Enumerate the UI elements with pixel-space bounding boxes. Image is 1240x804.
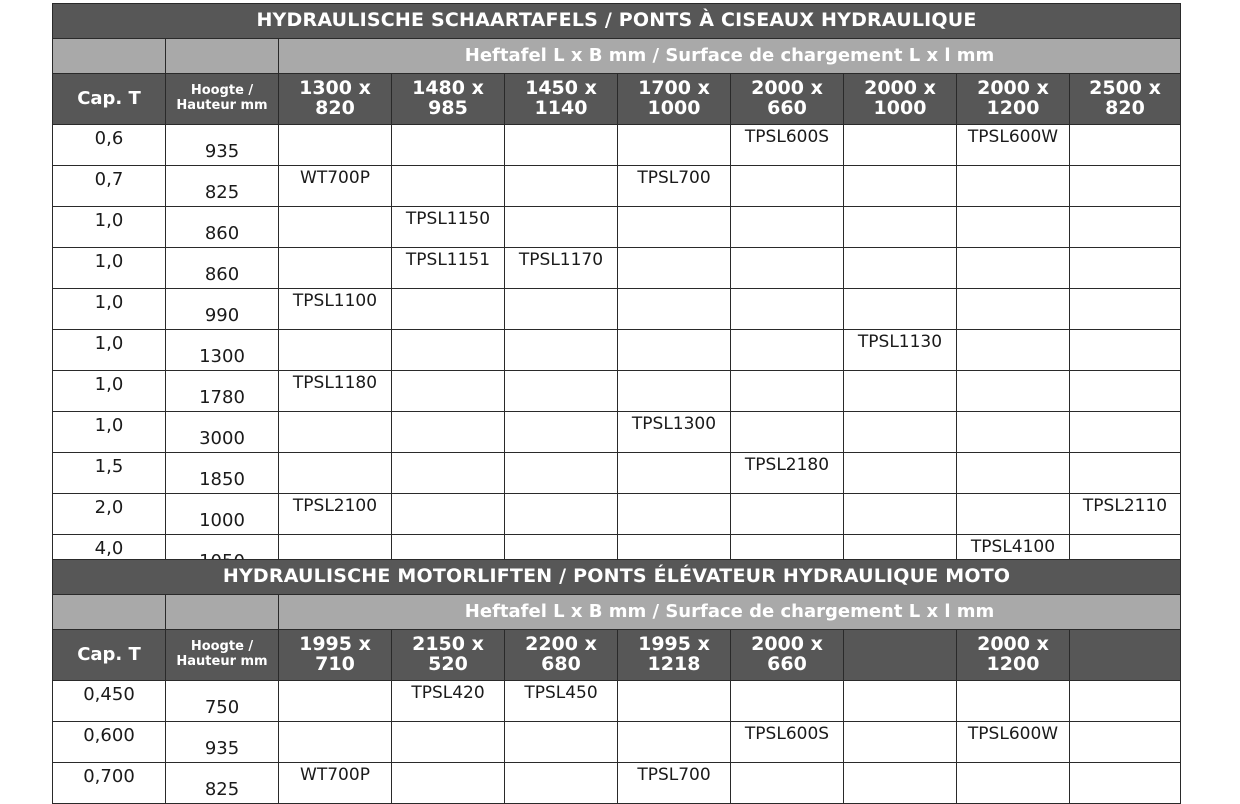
height-header-line2: Hauteur mm — [176, 654, 268, 669]
size-width: 1000 — [873, 97, 927, 119]
size-width: 710 — [315, 653, 355, 675]
height-header-line1: Hoogte / — [190, 639, 254, 655]
surface-label: Heftafel L x B mm / Surface de chargement L x l mm — [279, 595, 1181, 630]
blank-header-cell — [166, 39, 279, 74]
model-cell — [957, 763, 1070, 804]
size-width: 660 — [767, 97, 807, 119]
height-cell: 935 — [166, 722, 279, 763]
model-cell — [392, 125, 505, 166]
size-width: 660 — [767, 653, 807, 675]
capacity-cell: 1,0 — [53, 248, 166, 289]
model-cell — [844, 248, 957, 289]
model-cell — [731, 371, 844, 412]
model-cell — [957, 371, 1070, 412]
model-cell — [844, 494, 957, 535]
table-row — [53, 722, 1181, 763]
model-cell: TPSL1150 — [392, 207, 505, 248]
model-cell — [957, 412, 1070, 453]
size-length: 2500 x — [1089, 77, 1161, 100]
size-header — [957, 74, 1070, 125]
capacity-cell: 0,450 — [53, 681, 166, 722]
model-cell — [731, 207, 844, 248]
size-width: 1000 — [647, 97, 701, 119]
table-row — [53, 763, 1181, 804]
model-cell: TPSL600S — [731, 722, 844, 763]
table-row — [53, 125, 1181, 166]
height-cell: 935 — [166, 125, 279, 166]
table-row — [53, 207, 1181, 248]
size-header — [618, 74, 731, 125]
model-cell — [279, 125, 392, 166]
size-width: 820 — [1105, 97, 1145, 119]
model-cell: TPSL600W — [957, 722, 1070, 763]
model-cell: TPSL1151 — [392, 248, 505, 289]
model-cell — [505, 125, 618, 166]
model-cell — [618, 681, 731, 722]
model-cell: TPSL2100 — [279, 494, 392, 535]
height-cell: 825 — [166, 166, 279, 207]
model-cell — [1070, 248, 1181, 289]
capacity-cell: 1,0 — [53, 207, 166, 248]
model-cell: TPSL2110 — [1070, 494, 1181, 535]
size-length: 2150 x — [412, 633, 484, 656]
height-cell: 750 — [166, 681, 279, 722]
height-cell: 1000 — [166, 494, 279, 535]
model-cell — [1070, 453, 1181, 494]
model-cell: TPSL2180 — [731, 453, 844, 494]
capacity-header: Cap. T — [53, 74, 166, 125]
size-width: 1200 — [986, 97, 1040, 119]
size-header — [279, 74, 392, 125]
model-cell — [279, 681, 392, 722]
height-header — [166, 74, 279, 125]
height-cell: 1850 — [166, 453, 279, 494]
model-cell — [505, 722, 618, 763]
model-cell — [505, 371, 618, 412]
blank-header-cell — [166, 595, 279, 630]
model-cell — [392, 722, 505, 763]
size-length: 2000 x — [751, 633, 823, 656]
scissor-tables-table — [52, 3, 1181, 611]
size-length: 2000 x — [751, 77, 823, 100]
model-cell — [957, 207, 1070, 248]
size-width: 1218 — [647, 653, 701, 675]
model-cell — [505, 763, 618, 804]
size-length: 2200 x — [525, 633, 597, 656]
model-cell — [1070, 330, 1181, 371]
model-cell — [957, 166, 1070, 207]
height-cell: 990 — [166, 289, 279, 330]
size-width: 1200 — [986, 653, 1040, 675]
height-cell: 860 — [166, 207, 279, 248]
model-cell — [618, 494, 731, 535]
model-cell — [1070, 371, 1181, 412]
moto-lifts-table — [52, 559, 1181, 804]
model-cell — [844, 681, 957, 722]
size-length: 1300 x — [299, 77, 371, 100]
capacity-cell: 1,5 — [53, 453, 166, 494]
model-cell — [957, 330, 1070, 371]
model-cell: TPSL1100 — [279, 289, 392, 330]
model-cell — [844, 722, 957, 763]
table-title: HYDRAULISCHE MOTORLIFTEN / PONTS ÉLÉVATEUR HYDRAULIQUE MOTO — [53, 560, 1181, 595]
model-cell: TPSL1300 — [618, 412, 731, 453]
model-cell: TPSL1180 — [279, 371, 392, 412]
model-cell — [1070, 681, 1181, 722]
model-cell — [1070, 125, 1181, 166]
capacity-cell: 1,0 — [53, 330, 166, 371]
model-cell — [731, 289, 844, 330]
model-cell — [844, 289, 957, 330]
surface-label: Heftafel L x B mm / Surface de chargement L x l mm — [279, 39, 1181, 74]
height-cell: 1300 — [166, 330, 279, 371]
size-header — [844, 630, 957, 681]
capacity-header: Cap. T — [53, 630, 166, 681]
model-cell — [618, 207, 731, 248]
size-header — [1070, 630, 1181, 681]
model-cell — [844, 453, 957, 494]
model-cell — [1070, 412, 1181, 453]
table-row — [53, 494, 1181, 535]
size-length: 1480 x — [412, 77, 484, 100]
capacity-cell: 0,600 — [53, 722, 166, 763]
table-title: HYDRAULISCHE SCHAARTAFELS / PONTS À CISEAUX HYDRAULIQUE — [53, 4, 1181, 39]
size-header — [392, 74, 505, 125]
model-cell — [392, 330, 505, 371]
model-cell — [618, 371, 731, 412]
model-cell: WT700P — [279, 763, 392, 804]
size-length: 2000 x — [977, 633, 1049, 656]
height-header-line1: Hoogte / — [190, 83, 254, 99]
table-row — [53, 412, 1181, 453]
model-cell: TPSL600S — [731, 125, 844, 166]
capacity-cell: 1,0 — [53, 412, 166, 453]
model-cell — [392, 289, 505, 330]
model-cell — [392, 371, 505, 412]
capacity-cell: 1,0 — [53, 371, 166, 412]
size-length: 2000 x — [864, 77, 936, 100]
model-cell — [957, 248, 1070, 289]
model-cell: WT700P — [279, 166, 392, 207]
model-cell — [1070, 763, 1181, 804]
model-cell: TPSL4100 — [957, 535, 1070, 576]
model-cell — [392, 494, 505, 535]
model-cell — [731, 681, 844, 722]
model-cell — [844, 371, 957, 412]
model-cell — [392, 453, 505, 494]
model-cell — [279, 412, 392, 453]
model-cell — [279, 330, 392, 371]
model-cell — [1070, 207, 1181, 248]
size-length: 1995 x — [638, 633, 710, 656]
size-length: 1700 x — [638, 77, 710, 100]
size-header — [279, 630, 392, 681]
model-cell: TPSL700 — [618, 166, 731, 207]
capacity-cell: 0,6 — [53, 125, 166, 166]
height-cell: 860 — [166, 248, 279, 289]
model-cell: TPSL450 — [505, 681, 618, 722]
model-cell — [618, 330, 731, 371]
height-cell: 825 — [166, 763, 279, 804]
model-cell — [505, 412, 618, 453]
model-cell — [731, 330, 844, 371]
table-row — [53, 681, 1181, 722]
size-width: 520 — [428, 653, 468, 675]
size-header — [957, 630, 1070, 681]
model-cell — [844, 412, 957, 453]
model-cell — [731, 412, 844, 453]
table-row — [53, 289, 1181, 330]
model-cell — [618, 248, 731, 289]
blank-header-cell — [53, 595, 166, 630]
model-cell: TPSL1130 — [844, 330, 957, 371]
height-header — [166, 630, 279, 681]
table-row — [53, 248, 1181, 289]
model-cell — [957, 453, 1070, 494]
capacity-cell: 4,0 — [53, 535, 166, 576]
model-cell — [618, 289, 731, 330]
size-width: 680 — [541, 653, 581, 675]
size-header — [505, 74, 618, 125]
model-cell — [957, 494, 1070, 535]
model-cell — [505, 330, 618, 371]
capacity-cell: 2,0 — [53, 494, 166, 535]
height-cell: 1780 — [166, 371, 279, 412]
model-cell — [279, 453, 392, 494]
model-cell — [844, 207, 957, 248]
model-cell — [731, 763, 844, 804]
model-cell — [618, 722, 731, 763]
model-cell — [844, 166, 957, 207]
size-length: 1450 x — [525, 77, 597, 100]
size-width: 820 — [315, 97, 355, 119]
model-cell — [844, 763, 957, 804]
model-cell — [731, 248, 844, 289]
model-cell — [1070, 722, 1181, 763]
model-cell — [731, 166, 844, 207]
size-header — [392, 630, 505, 681]
model-cell — [1070, 289, 1181, 330]
model-cell — [279, 722, 392, 763]
model-cell — [731, 494, 844, 535]
model-cell — [1070, 166, 1181, 207]
model-cell — [505, 289, 618, 330]
table-row — [53, 371, 1181, 412]
model-cell — [279, 207, 392, 248]
capacity-cell: 1,0 — [53, 289, 166, 330]
model-cell: TPSL700 — [618, 763, 731, 804]
size-header — [731, 74, 844, 125]
model-cell — [392, 166, 505, 207]
size-header — [1070, 74, 1181, 125]
size-header — [618, 630, 731, 681]
size-length: 2000 x — [977, 77, 1049, 100]
model-cell — [505, 453, 618, 494]
size-header — [505, 630, 618, 681]
capacity-cell: 0,700 — [53, 763, 166, 804]
model-cell: TPSL1170 — [505, 248, 618, 289]
model-cell — [392, 412, 505, 453]
model-cell — [957, 289, 1070, 330]
size-header — [731, 630, 844, 681]
model-cell — [844, 125, 957, 166]
model-cell — [505, 207, 618, 248]
model-cell — [505, 494, 618, 535]
model-cell — [279, 248, 392, 289]
size-width: 985 — [428, 97, 468, 119]
model-cell — [392, 763, 505, 804]
table-row — [53, 330, 1181, 371]
height-cell: 3000 — [166, 412, 279, 453]
size-header — [844, 74, 957, 125]
size-width: 1140 — [534, 97, 588, 119]
table-row — [53, 166, 1181, 207]
model-cell — [618, 125, 731, 166]
model-cell — [505, 166, 618, 207]
model-cell: TPSL420 — [392, 681, 505, 722]
blank-header-cell — [53, 39, 166, 74]
height-header-line2: Hauteur mm — [176, 98, 268, 113]
model-cell: TPSL600W — [957, 125, 1070, 166]
size-length: 1995 x — [299, 633, 371, 656]
table-row — [53, 453, 1181, 494]
model-cell — [957, 681, 1070, 722]
model-cell — [618, 453, 731, 494]
capacity-cell: 0,7 — [53, 166, 166, 207]
